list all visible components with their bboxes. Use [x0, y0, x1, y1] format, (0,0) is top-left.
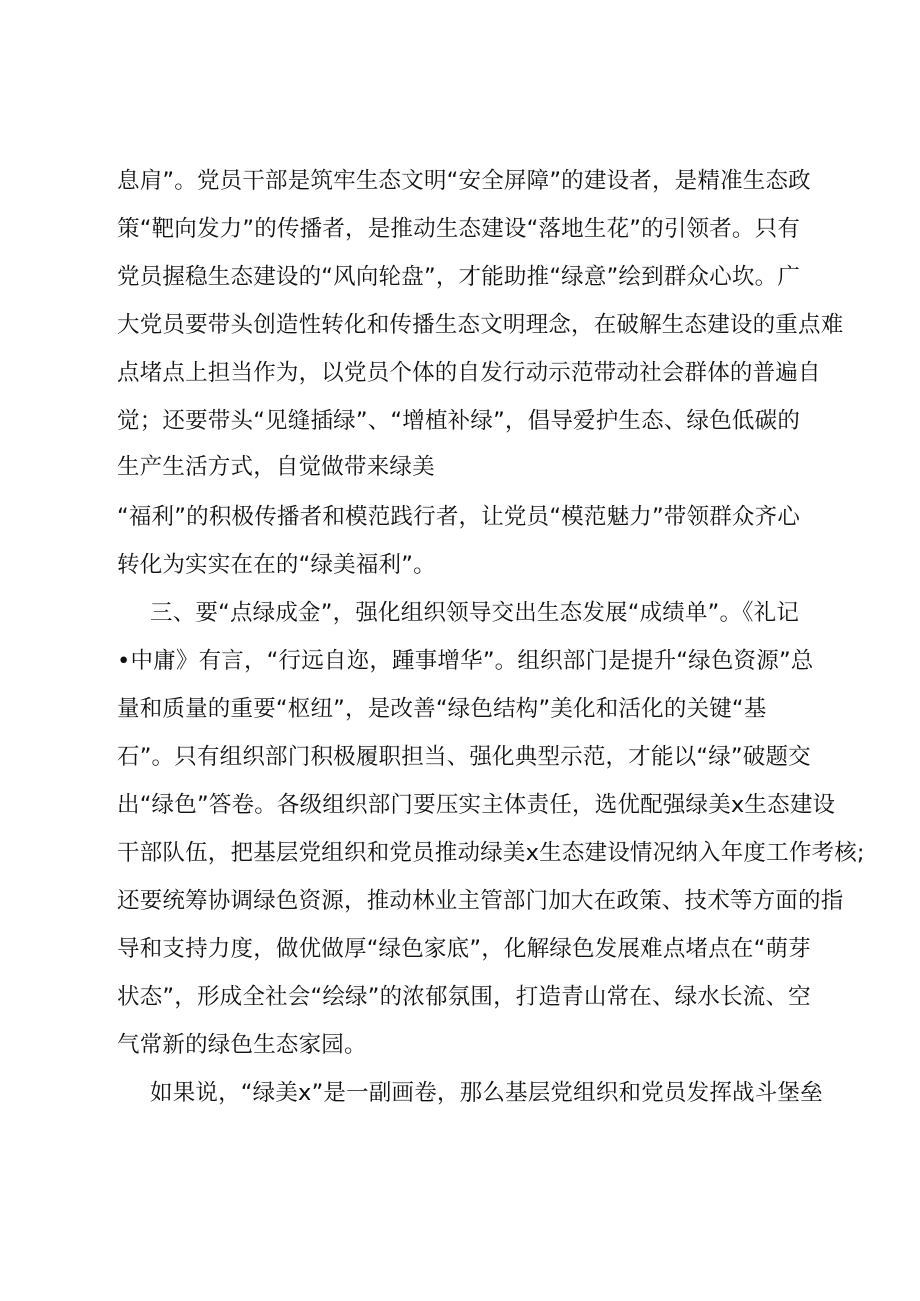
paragraph-start-line: 如果说，“绿美x”是一副画卷，那么基层党组织和党员发挥战斗堡垒 — [150, 1080, 823, 1106]
text-line: 气常新的绿色生态家园。 — [117, 1032, 367, 1058]
paragraph-heading-line: 三、要“点绿成金”，强化组织领导交出生态发展“成绩单”。《礼记 — [150, 600, 800, 626]
text-line: 息肩”。党员干部是筑牢生态文明“安全屏障”的建设者，是精准生态政 — [117, 168, 811, 194]
text-line: “福利”的积极传播者和模范践行者，让党员“模范魅力”带领群众齐心 — [117, 504, 801, 530]
text-line: 觉；还要带头“见缝插绿”、“增植补绿”，倡导爱护生态、绿色低碳的 — [117, 408, 801, 434]
text-line: 量和质量的重要“枢纽”，是改善“绿色结构”美化和活化的关键“基 — [117, 696, 767, 722]
text-line: 干部队伍，把基层党组织和党员推动绿美x生态建设情况纳入年度工作考核; — [117, 840, 865, 866]
text-line: 出“绿色”答卷。各级组织部门要压实主体责任，选优配强绿美x生态建设 — [117, 792, 836, 818]
text-line: 策“靶向发力”的传播者，是推动生态建设“落地生花”的引领者。只有 — [117, 216, 801, 242]
text-line: •中庸》有言，“行远自迩，踵事增华”。组织部门是提升“绿色资源”总 — [117, 648, 814, 674]
text-line: 生产生活方式，自觉做带来绿美 — [117, 454, 435, 480]
text-line: 石”。只有组织部门积极履职担当、强化典型示范，才能以“绿”破题交 — [117, 744, 811, 770]
text-line: 导和支持力度，做优做厚“绿色家底”，化解绿色发展难点堵点在“萌芽 — [117, 936, 811, 962]
text-line: 状态”，形成全社会“绘绿”的浓郁氛围，打造青山常在、绿水长流、空 — [117, 984, 811, 1010]
text-line: 党员握稳生态建设的“风向轮盘”，才能助推“绿意”绘到群众心坎。广 — [117, 264, 801, 290]
text-line: 大党员要带头创造性转化和传播生态文明理念，在破解生态建设的重点难 — [117, 312, 844, 338]
text-line: 还要统筹协调绿色资源，推动林业主管部门加大在政策、技术等方面的指 — [117, 888, 844, 914]
text-line: 点堵点上担当作为，以党员个体的自发行动示范带动社会群体的普遍自 — [117, 360, 821, 386]
text-line: 转化为实实在在的“绿美福利”。 — [117, 552, 436, 578]
